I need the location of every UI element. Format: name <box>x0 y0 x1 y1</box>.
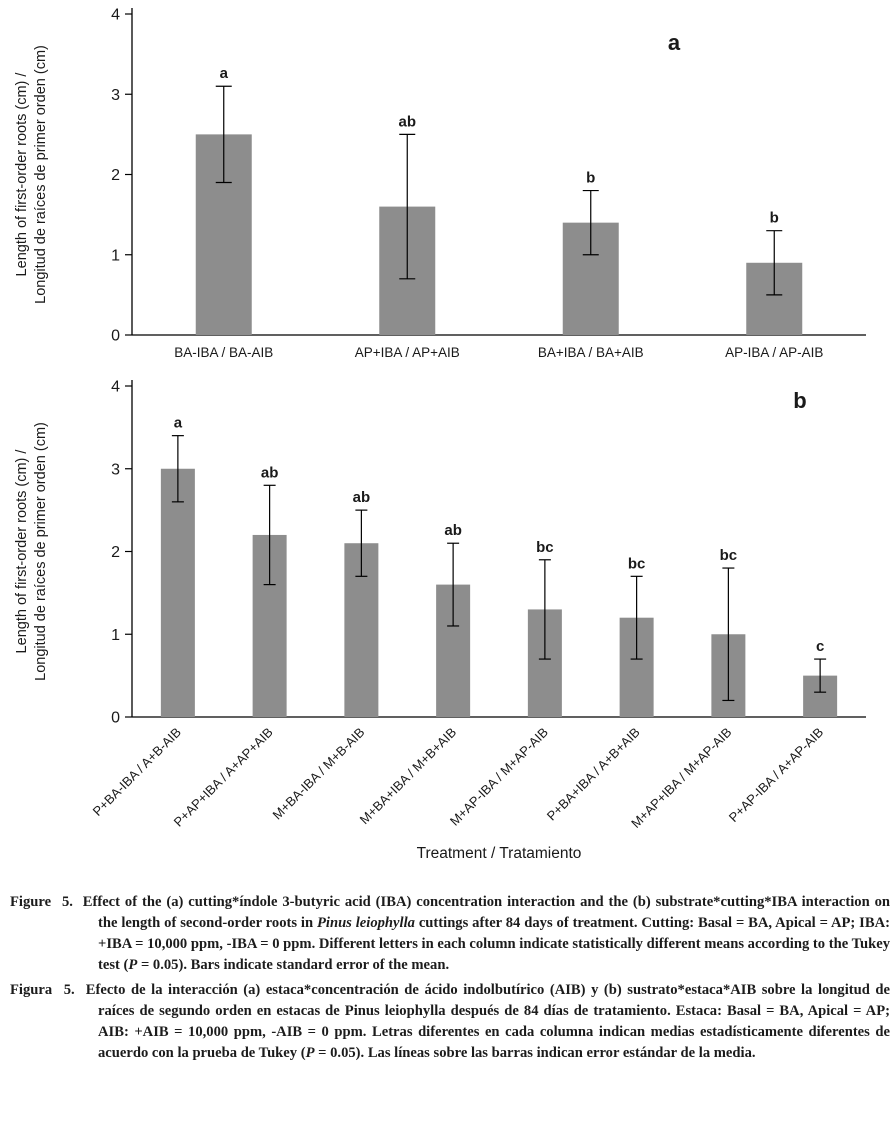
caption-text-segment: cuttings after 84 days of treatment. Cutting: Basal = BA, Apical = AP; IBA: +IBA = 10,000 ppm, -IBA = 0 ppm. Different letters in each column indicate statistically different means according to the Tukey test ( <box>98 915 890 974</box>
significance-letter: c <box>815 638 825 656</box>
chart-a-canvas <box>0 0 896 372</box>
category-label: P+BA-IBA / A+B-AIB <box>89 724 184 819</box>
caption-text-segment: Effect of the (a) cutting*índole 3-butyric acid (IBA) concentration interaction and the (b) substrate*cutting*IBA interaction on the length of second-order roots in <box>82 894 891 932</box>
y-tick-label: 0 <box>111 709 120 727</box>
category-label: M+AP+IBA / M+AP-AIB <box>628 724 735 831</box>
category-label: P+BA+IBA / A+B+AIB <box>543 724 643 824</box>
y-tick-label: 0 <box>111 327 120 345</box>
significance-letter: bc <box>719 547 738 565</box>
figure-caption-english <box>10 892 890 977</box>
y-axis-label-line1: Length of first-order roots (cm) / <box>14 449 30 654</box>
caption-text-segment: P <box>128 957 138 974</box>
category-label: P+AP+IBA / A+AP+AIB <box>170 724 276 830</box>
category-label: BA-IBA / BA-AIB <box>174 345 274 360</box>
y-axis-label-line1: Length of first-order roots (cm) / <box>14 72 30 277</box>
caption-text-segment: Efecto de la interacción (a) estaca*concentración de ácido indolbutírico (AIB) y (b) sustrato*estaca*AIB sobre la longitud de raíces de segundo orden en estacas de Pinus leiophylla después de 84 días de tratamiento. Estaca: Basal = BA, Apical = AP; AIB: +AIB = 10,000 ppm, -AIB = 0 ppm. Letras diferentes en cada columna indican medias estadísticamente diferentes de acuerdo con la prueba de Tukey ( <box>85 981 890 1062</box>
panel-letter-a: a <box>667 30 681 55</box>
caption-label: Figura 5. <box>10 981 75 998</box>
category-label: P+AP-IBA / A+AP-AIB <box>725 724 827 826</box>
significance-letter: b <box>586 169 596 187</box>
y-tick-label: 3 <box>111 461 120 479</box>
category-label: AP-IBA / AP-AIB <box>725 345 824 360</box>
significance-letter: ab <box>260 464 279 482</box>
x-axis-title: Treatment / Tratamiento <box>416 845 582 862</box>
significance-letter: ab <box>352 489 371 507</box>
significance-letter: a <box>173 414 183 432</box>
significance-letter: a <box>219 65 228 83</box>
figure-caption-spanish <box>10 980 890 1065</box>
panel-letter-b: b <box>793 388 807 413</box>
caption-label: Figure 5. <box>10 894 73 910</box>
figure-caption <box>10 892 890 1067</box>
y-tick-label: 4 <box>111 378 120 396</box>
y-tick-label: 1 <box>111 247 120 265</box>
significance-letter: ab <box>398 113 417 131</box>
category-label: M+BA+IBA / M+B+AIB <box>356 724 460 828</box>
significance-letter: b <box>769 209 779 227</box>
bar-b-0 <box>161 469 195 717</box>
caption-text-segment: = 0.05). Bars indicate standard error of the mean. <box>137 957 450 974</box>
y-axis-label-line2: Longitud de raíces de primer orden (cm) <box>33 422 49 681</box>
y-tick-label: 1 <box>111 626 120 644</box>
y-tick-label: 4 <box>111 6 120 24</box>
y-tick-label: 3 <box>111 86 120 104</box>
y-axis-label-line2: Longitud de raíces de primer orden (cm) <box>33 45 49 304</box>
category-label: BA+IBA / BA+AIB <box>537 345 644 360</box>
caption-text-segment: = 0.05). Las líneas sobre las barras indican error estándar de la media. <box>314 1045 756 1062</box>
panel-a-bar-chart <box>0 0 896 372</box>
chart-b-canvas <box>0 372 896 878</box>
panel-b-bar-chart <box>0 372 896 878</box>
significance-letter: bc <box>536 538 554 556</box>
y-tick-label: 2 <box>111 544 120 561</box>
category-label: M+AP-IBA / M+AP-AIB <box>446 724 551 829</box>
category-label: AP+IBA / AP+AIB <box>354 345 460 360</box>
significance-letter: bc <box>627 555 646 573</box>
y-tick-label: 2 <box>111 167 120 184</box>
caption-text-segment: Pinus leiophylla <box>316 915 415 932</box>
category-label: M+BA-IBA / M+B-AIB <box>269 724 368 823</box>
significance-letter: ab <box>444 522 462 540</box>
caption-text-segment: P <box>305 1045 315 1062</box>
